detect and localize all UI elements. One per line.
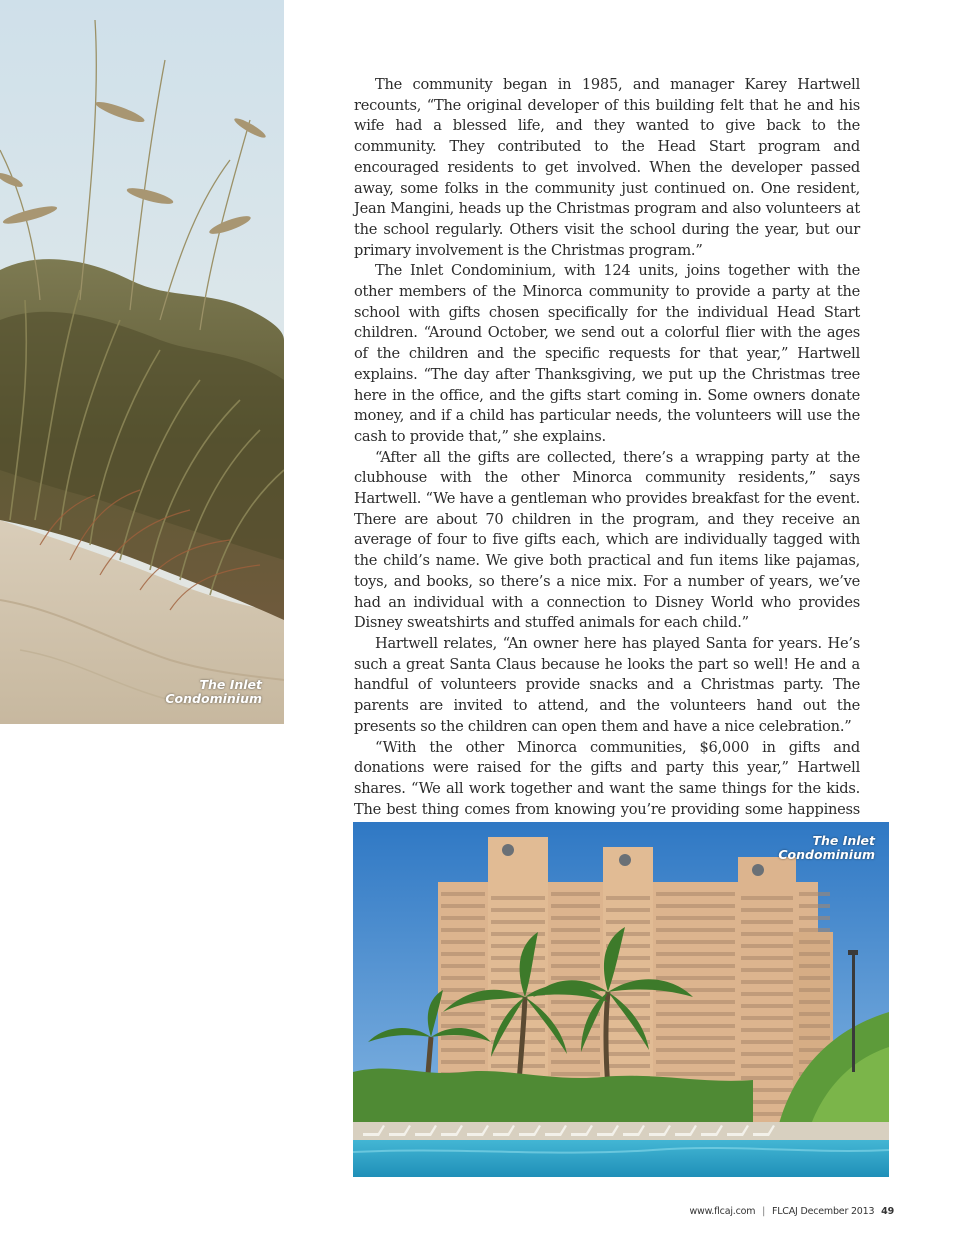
balcony-row bbox=[656, 940, 735, 944]
balcony-row bbox=[656, 1072, 735, 1076]
balcony-row bbox=[606, 908, 650, 912]
dune-photo bbox=[0, 0, 284, 724]
balcony-row bbox=[551, 964, 600, 968]
balcony-row bbox=[441, 928, 485, 932]
balcony-row bbox=[741, 944, 793, 948]
balcony-row bbox=[441, 892, 485, 896]
page-footer bbox=[689, 1206, 894, 1217]
balcony-row bbox=[441, 1048, 485, 1052]
balcony-row bbox=[551, 940, 600, 944]
balcony-row bbox=[656, 964, 735, 968]
condominium-image bbox=[353, 822, 889, 1177]
balcony-row bbox=[491, 956, 545, 960]
balcony-row bbox=[799, 928, 830, 932]
balcony-row bbox=[606, 1064, 650, 1068]
balcony-row bbox=[741, 1028, 793, 1032]
balcony-row bbox=[491, 944, 545, 948]
balcony-row bbox=[656, 1012, 735, 1016]
balcony-row bbox=[551, 952, 600, 956]
balcony-row bbox=[551, 1072, 600, 1076]
dune-caption-line1: The Inlet bbox=[199, 677, 262, 692]
balcony-row bbox=[491, 896, 545, 900]
balcony-row bbox=[741, 1040, 793, 1044]
balcony-row bbox=[741, 1052, 793, 1056]
article-paragraph: The community began in 1985, and manager Karey Hartwell recounts, “The original developer of this building felt that he and his wife had a blessed life, and they wanted to give back to the community. They contributed to the Head Start program and encouraged residents to get involved. When the developer passed away, some folks in the community just continued on. One resident, Jean Mangini, heads up the Christmas program and also volunteers at the school regularly. Others visit the school during the year, but our primary involvement is the Christmas program.” bbox=[354, 76, 860, 259]
article-body bbox=[354, 75, 860, 841]
condo-caption-line1: The Inlet bbox=[812, 833, 875, 848]
balcony-row bbox=[741, 980, 793, 984]
balcony-row bbox=[441, 1024, 485, 1028]
balcony-row bbox=[551, 892, 600, 896]
balcony-row bbox=[606, 932, 650, 936]
condo-photo-caption bbox=[778, 834, 875, 862]
balcony-row bbox=[799, 952, 830, 956]
balcony-row bbox=[799, 1012, 830, 1016]
balcony-row bbox=[551, 976, 600, 980]
balcony-row bbox=[441, 940, 485, 944]
dune-caption-line2: Condominium bbox=[165, 691, 262, 706]
balcony-row bbox=[656, 952, 735, 956]
balcony-row bbox=[656, 904, 735, 908]
balcony-row bbox=[741, 968, 793, 972]
balcony-row bbox=[606, 896, 650, 900]
balcony-row bbox=[799, 1000, 830, 1004]
balcony-row bbox=[741, 908, 793, 912]
condo-caption-line2: Condominium bbox=[778, 847, 875, 862]
balcony-row bbox=[799, 892, 830, 896]
balcony-row bbox=[491, 1052, 545, 1056]
balcony-row bbox=[491, 908, 545, 912]
dune-photo-caption bbox=[165, 678, 262, 706]
footer-url: www.flcaj.com bbox=[689, 1206, 756, 1217]
balcony-row bbox=[441, 1060, 485, 1064]
balcony-row bbox=[551, 904, 600, 908]
balcony-row bbox=[606, 920, 650, 924]
balcony-row bbox=[656, 1048, 735, 1052]
balcony-row bbox=[741, 1016, 793, 1020]
balcony-row bbox=[551, 1000, 600, 1004]
balcony-row bbox=[799, 988, 830, 992]
balcony-row bbox=[441, 988, 485, 992]
article-paragraph: “After all the gifts are collected, there’s a wrapping party at the clubhouse with the other Minorca community residents,” says Hartwell. “We have a gentleman who provides breakfast for the event. There are about 70 children in the program, and they receive an average of four to five gifts each, which are individually tagged with the child’s name. We give both practical and fun items like pajamas, toys, and books, so there’s a nice mix. For a number of years, we’ve had an individual with a connection to Disney World who provides Disney sweatshirts and stuffed animals for each child.” bbox=[354, 448, 860, 632]
balcony-row bbox=[491, 968, 545, 972]
article-paragraph: Hartwell relates, “An owner here has played Santa for years. He’s such a great Santa Claus because he looks the part so well! He and a handful of volunteers provide snacks and a Christmas party. The parents are invited to attend, and the volunteers hand out the presents so the children can open them and have a nice celebration.” bbox=[354, 634, 860, 735]
sea-oats-image bbox=[0, 0, 284, 724]
balcony-row bbox=[741, 896, 793, 900]
balcony-row bbox=[441, 964, 485, 968]
balcony-row bbox=[656, 916, 735, 920]
balcony-row bbox=[656, 1036, 735, 1040]
article-paragraph: “With the other Minorca communities, $6,000 in gifts and donations were raised for the gifts and party this year,” Hartwell shares. “We all work together and want the same things for the kids. The best thing comes from knowing you’re providing some happiness bbox=[354, 738, 860, 818]
footer-publication: FLCAJ bbox=[771, 1206, 798, 1217]
balcony-row bbox=[741, 1004, 793, 1008]
balcony-row bbox=[799, 1036, 830, 1040]
balcony-row bbox=[741, 1076, 793, 1080]
balcony-row bbox=[741, 1064, 793, 1068]
balcony-row bbox=[441, 1012, 485, 1016]
balcony-row bbox=[656, 976, 735, 980]
article-paragraph: The Inlet Condominium, with 124 units, joins together with the other members of the Minorca community to provide a party at the school with gifts chosen specifically for the individual Head Start children. “Around October, we send out a colorful flier with the ages of the children and the specific requests for that year,” Hartwell explains. “The day after Thanksgiving, we put up the Christmas tree here in the office, and the gifts start coming in. Some owners donate money, and if a child has particular needs, the volunteers will use the cash to provide that,” she explains. bbox=[354, 262, 860, 445]
balcony-row bbox=[491, 920, 545, 924]
balcony-row bbox=[606, 1052, 650, 1056]
balcony-row bbox=[551, 928, 600, 932]
balcony-row bbox=[799, 916, 830, 920]
balcony-row bbox=[799, 940, 830, 944]
balcony-row bbox=[491, 1016, 545, 1020]
balcony-row bbox=[441, 904, 485, 908]
balcony-row bbox=[799, 904, 830, 908]
balcony-row bbox=[656, 1000, 735, 1004]
balcony-row bbox=[741, 956, 793, 960]
balcony-row bbox=[741, 920, 793, 924]
page-number: 49 bbox=[881, 1206, 894, 1217]
balcony-row bbox=[799, 1024, 830, 1028]
balcony-row bbox=[551, 1060, 600, 1064]
condo-photo bbox=[353, 822, 889, 1177]
balcony-row bbox=[799, 964, 830, 968]
balcony-row bbox=[741, 932, 793, 936]
balcony-row bbox=[606, 1004, 650, 1008]
balcony-row bbox=[551, 916, 600, 920]
balcony-row bbox=[551, 1048, 600, 1052]
balcony-row bbox=[656, 892, 735, 896]
balcony-row bbox=[441, 976, 485, 980]
balcony-row bbox=[656, 928, 735, 932]
footer-issue: December 2013 bbox=[800, 1206, 875, 1217]
balcony-row bbox=[799, 976, 830, 980]
balcony-row bbox=[441, 916, 485, 920]
balcony-row bbox=[656, 1024, 735, 1028]
balcony-row bbox=[656, 1060, 735, 1064]
balcony-row bbox=[491, 980, 545, 984]
balcony-row bbox=[606, 1028, 650, 1032]
balcony-row bbox=[741, 992, 793, 996]
balcony-row bbox=[441, 952, 485, 956]
footer-separator: | bbox=[762, 1206, 766, 1217]
